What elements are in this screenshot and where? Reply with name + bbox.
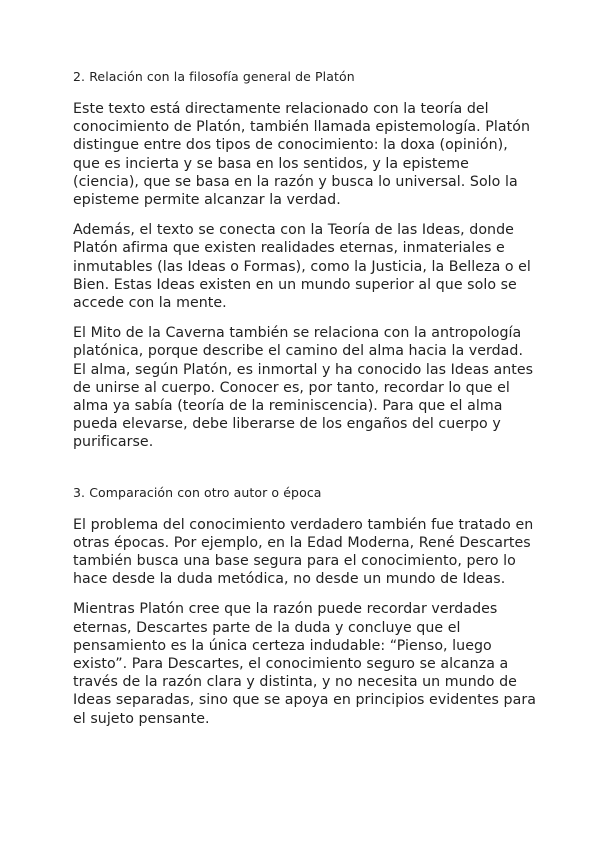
section-comparacion (73, 484, 538, 728)
section-heading: 3. Comparación con otro autor o época (73, 484, 322, 500)
section-heading: 2. Relación con la filosofía general de Platón (73, 69, 355, 84)
paragraph: Además, el texto se conecta con la Teoría de las Ideas, donde Platón afirma que existen realidades eternas, inmateriales e inmutables (las Ideas o Formas), como la Justicia, la Belleza o el Bien. Estas Ideas existen en un mundo superior al que solo se accede con la mente. (73, 222, 531, 312)
paragraph: Mientras Platón cree que la razón puede recordar verdades eternas, Descartes parte de la duda y concluye que el pensamiento es la única certeza indudable: “Pienso, luego existo”. Para Descartes, el conocimiento seguro se alcanza a través de la razón clara y distinta, y no necesita un mundo de Ideas separadas, sino que se apoya en principios evidentes para el sujeto pensante. (73, 601, 536, 727)
paragraph: Este texto está directamente relacionado con la teoría del conocimiento de Platón, también llamada epistemología. Platón distingue entre dos tipos de conocimiento: la doxa (opinión), que es incierta y se basa en los sentidos, y la episteme (ciencia), que se basa en la razón y busca lo universal. Solo la episteme permite alcanzar la verdad. (73, 101, 530, 209)
section-relacion-platon (73, 68, 538, 452)
paragraph: El problema del conocimiento verdadero también fue tratado en otras épocas. Por ejemplo, en la Edad Moderna, René Descartes también busca una base segura para el conocimiento, pero lo hace desde la duda metódica, no desde un mundo de Ideas. (73, 516, 534, 588)
paragraph: El Mito de la Caverna también se relaciona con la antropología platónica, porque describe el camino del alma hacia la verdad. El alma, según Platón, es inmortal y ha conocido las Ideas antes de unirse al cuerpo. Conocer es, por tanto, recordar lo que el alma ya sabía (teoría de la reminiscencia). Para que el alma pueda elevarse, debe liberarse de los engaños del cuerpo y purificarse. (73, 325, 534, 451)
